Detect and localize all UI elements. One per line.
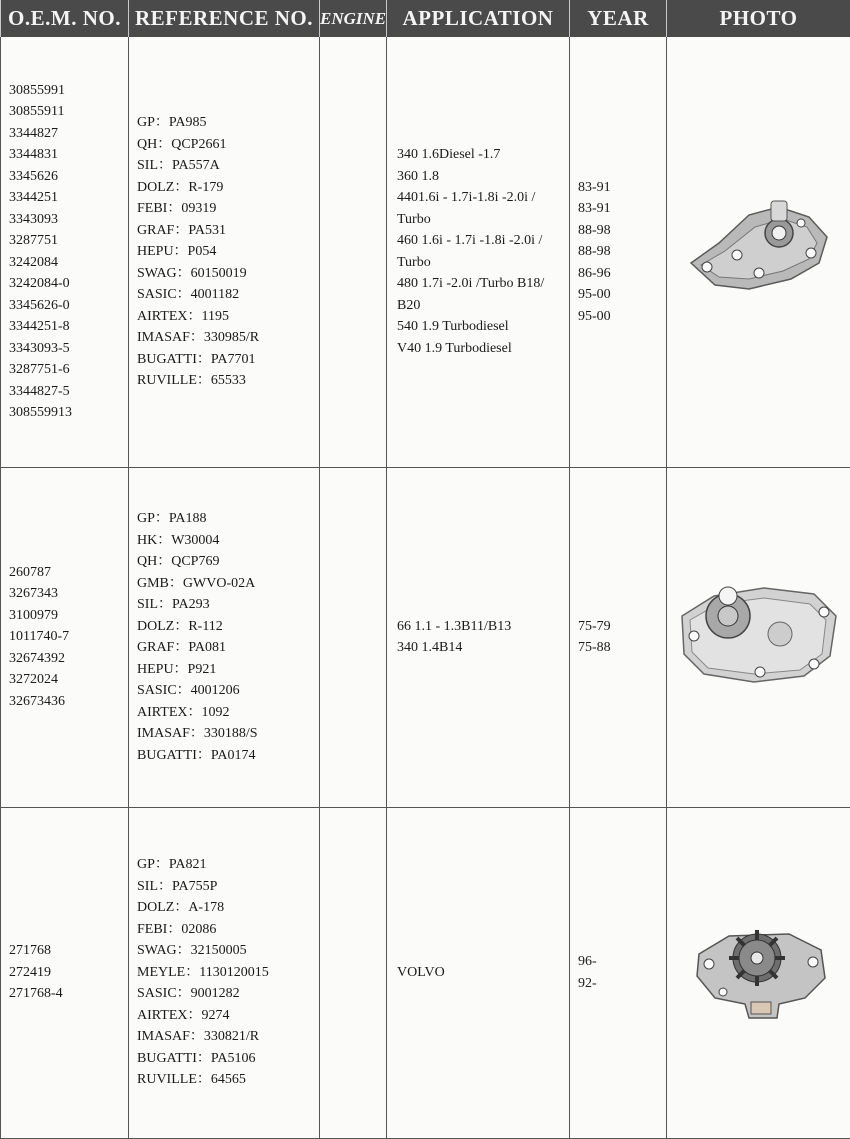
- application-cell-entry: 540 1.9 Turbodiesel: [397, 316, 565, 338]
- reference-numbers-cell-entry: AIRTEX：1195: [137, 306, 319, 328]
- water-pump-photo-1: [679, 193, 839, 303]
- year-cell-entry: 95-00: [578, 284, 666, 306]
- oem-numbers-cell-entry: 3344251-8: [9, 316, 128, 338]
- reference-numbers-cell-entry: SASIC：4001182: [137, 284, 319, 306]
- oem-numbers-cell-entry: 3287751: [9, 230, 128, 252]
- oem-numbers-cell-entry: 30855991: [9, 80, 128, 102]
- oem-numbers-cell-entry: 3344827-5: [9, 381, 128, 403]
- table-header-row: [1, 0, 850, 37]
- oem-numbers-cell-entry: 3100979: [9, 605, 128, 627]
- reference-numbers-cell-entry: RUVILLE：65533: [137, 370, 319, 392]
- oem-numbers-cell: [1, 37, 129, 467]
- reference-numbers-cell-entry: MEYLE：1130120015: [137, 962, 319, 984]
- application-cell-entry: 360 1.8: [397, 166, 565, 188]
- reference-numbers-cell-entry: SIL：PA293: [137, 594, 319, 616]
- reference-numbers-cell-entry: SIL：PA557A: [137, 155, 319, 177]
- oem-numbers-cell: [1, 467, 129, 807]
- table-row: [1, 807, 850, 1138]
- reference-numbers-cell-entry: BUGATTI：PA0174: [137, 745, 319, 767]
- oem-numbers-cell-entry: 3344831: [9, 144, 128, 166]
- application-cell-entry: 460 1.6i - 1.7i -1.8i -2.0i / Turbo: [397, 230, 565, 273]
- water-pump-photo-3: [679, 914, 839, 1024]
- year-cell: [570, 37, 667, 467]
- oem-numbers-cell-entry: 32673436: [9, 691, 128, 713]
- application-cell: [387, 37, 570, 467]
- reference-numbers-cell-entry: SWAG：32150005: [137, 940, 319, 962]
- oem-numbers-cell-entry: 32674392: [9, 648, 128, 670]
- oem-numbers-cell-entry: 271768-4: [9, 983, 128, 1005]
- reference-numbers-cell-entry: SASIC：4001206: [137, 680, 319, 702]
- oem-numbers-cell-entry: 271768: [9, 940, 128, 962]
- reference-numbers-cell-entry: GRAF：PA081: [137, 637, 319, 659]
- oem-numbers-cell-entry: 3272024: [9, 669, 128, 691]
- year-cell-entry: 92-: [578, 973, 666, 995]
- reference-numbers-cell-entry: BUGATTI：PA7701: [137, 349, 319, 371]
- oem-numbers-cell-entry: 260787: [9, 562, 128, 584]
- reference-numbers-cell-entry: HK：W30004: [137, 530, 319, 552]
- table-row: [1, 37, 850, 467]
- oem-numbers-cell-entry: 3344827: [9, 123, 128, 145]
- reference-numbers-cell-entry: FEBI：02086: [137, 919, 319, 941]
- reference-numbers-cell-entry: AIRTEX：1092: [137, 702, 319, 724]
- application-cell-entry: 480 1.7i -2.0i /Turbo B18/ B20: [397, 273, 565, 316]
- oem-numbers-cell-entry: 308559913: [9, 402, 128, 424]
- reference-numbers-cell-entry: GRAF：PA531: [137, 220, 319, 242]
- oem-numbers-cell-entry: 3267343: [9, 583, 128, 605]
- oem-numbers-cell-entry: 3344251: [9, 187, 128, 209]
- reference-numbers-cell: [129, 467, 320, 807]
- reference-numbers-cell: [129, 37, 320, 467]
- year-cell-entry: 75-79: [578, 616, 666, 638]
- oem-numbers-cell-entry: 3287751-6: [9, 359, 128, 381]
- water-pump-photo-2: [674, 576, 844, 691]
- engine-cell: [320, 467, 387, 807]
- reference-numbers-cell-entry: QH：QCP2661: [137, 134, 319, 156]
- oem-numbers-cell-entry: 3242084: [9, 252, 128, 274]
- year-cell-entry: 88-98: [578, 241, 666, 263]
- reference-numbers-cell-entry: DOLZ：R-112: [137, 616, 319, 638]
- reference-numbers-cell-entry: DOLZ：R-179: [137, 177, 319, 199]
- application-cell-entry: 340 1.6Diesel -1.7: [397, 144, 565, 166]
- oem-numbers-cell-entry: 30855911: [9, 101, 128, 123]
- year-cell-entry: 86-96: [578, 263, 666, 285]
- reference-numbers-cell-entry: RUVILLE：64565: [137, 1069, 319, 1091]
- reference-numbers-cell-entry: SASIC：9001282: [137, 983, 319, 1005]
- oem-numbers-cell-entry: 3345626-0: [9, 295, 128, 317]
- oem-numbers-cell-entry: 3345626: [9, 166, 128, 188]
- reference-numbers-cell-entry: IMASAF：330821/R: [137, 1026, 319, 1048]
- reference-numbers-cell-entry: IMASAF：330985/R: [137, 327, 319, 349]
- header-engine: ENGINE: [320, 0, 387, 37]
- application-cell-entry: VOLVO: [397, 962, 565, 984]
- reference-numbers-cell-entry: GP：PA821: [137, 854, 319, 876]
- reference-numbers-cell-entry: SIL：PA755P: [137, 876, 319, 898]
- reference-numbers-cell-entry: DOLZ：A-178: [137, 897, 319, 919]
- header-reference: REFERENCE NO.: [129, 0, 320, 37]
- reference-numbers-cell: [129, 807, 320, 1138]
- oem-numbers-cell-entry: 3343093: [9, 209, 128, 231]
- reference-numbers-cell-entry: HEPU：P921: [137, 659, 319, 681]
- reference-numbers-cell-entry: GMB：GWVO-02A: [137, 573, 319, 595]
- reference-numbers-cell-entry: IMASAF：330188/S: [137, 723, 319, 745]
- oem-numbers-cell-entry: 3343093-5: [9, 338, 128, 360]
- table-row: [1, 467, 850, 807]
- oem-numbers-cell-entry: 1011740-7: [9, 626, 128, 648]
- year-cell: [570, 807, 667, 1138]
- header-year: YEAR: [570, 0, 667, 37]
- application-cell: [387, 807, 570, 1138]
- reference-numbers-cell-entry: GP：PA985: [137, 112, 319, 134]
- year-cell-entry: 83-91: [578, 198, 666, 220]
- application-cell-entry: V40 1.9 Turbodiesel: [397, 338, 565, 360]
- year-cell-entry: 75-88: [578, 637, 666, 659]
- photo-cell: [667, 467, 850, 807]
- header-photo: PHOTO: [667, 0, 850, 37]
- reference-numbers-cell-entry: FEBI：09319: [137, 198, 319, 220]
- engine-cell: [320, 807, 387, 1138]
- year-cell-entry: 88-98: [578, 220, 666, 242]
- reference-numbers-cell-entry: SWAG：60150019: [137, 263, 319, 285]
- year-cell: [570, 467, 667, 807]
- header-application: APPLICATION: [387, 0, 570, 37]
- oem-numbers-cell-entry: 272419: [9, 962, 128, 984]
- year-cell-entry: 95-00: [578, 306, 666, 328]
- reference-numbers-cell-entry: BUGATTI：PA5106: [137, 1048, 319, 1070]
- photo-cell: [667, 807, 850, 1138]
- header-oem: O.E.M. NO.: [1, 0, 129, 37]
- reference-numbers-cell-entry: HEPU：P054: [137, 241, 319, 263]
- reference-numbers-cell-entry: GP：PA188: [137, 508, 319, 530]
- oem-numbers-cell: [1, 807, 129, 1138]
- application-cell-entry: 340 1.4B14: [397, 637, 565, 659]
- photo-cell: [667, 37, 850, 467]
- engine-cell: [320, 37, 387, 467]
- oem-numbers-cell-entry: 3242084-0: [9, 273, 128, 295]
- year-cell-entry: 96-: [578, 951, 666, 973]
- year-cell-entry: 83-91: [578, 177, 666, 199]
- application-cell-entry: 66 1.1 - 1.3B11/B13: [397, 616, 565, 638]
- application-cell: [387, 467, 570, 807]
- reference-numbers-cell-entry: AIRTEX：9274: [137, 1005, 319, 1027]
- reference-numbers-cell-entry: QH：QCP769: [137, 551, 319, 573]
- application-cell-entry: 4401.6i - 1.7i-1.8i -2.0i / Turbo: [397, 187, 565, 230]
